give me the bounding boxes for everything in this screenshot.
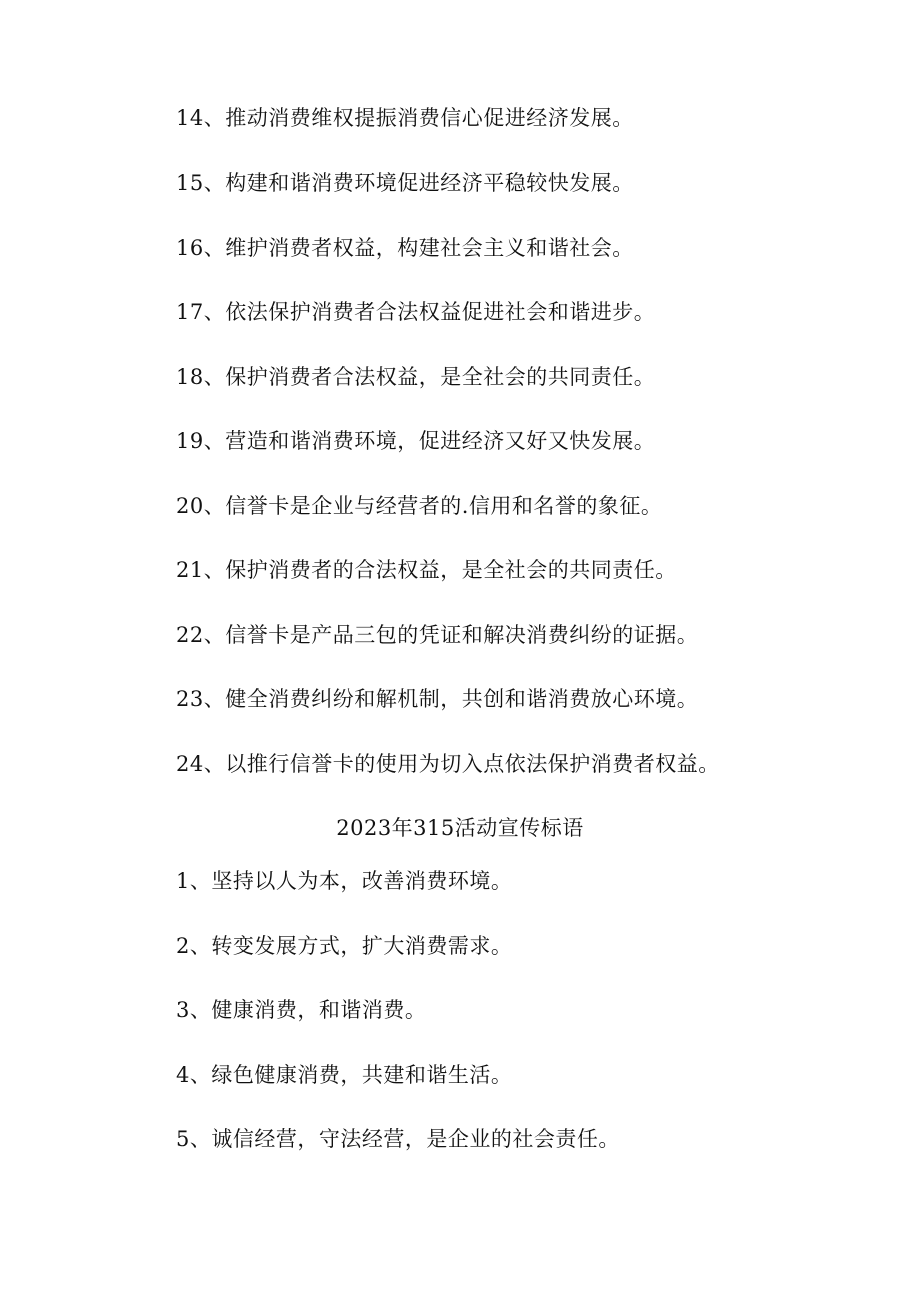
slogan-line: 23、健全消费纠纷和解机制，共创和谐消费放心环境。 — [176, 687, 699, 711]
slogan-line: 20、信誉卡是企业与经营者的.信用和名誉的象征。 — [176, 494, 663, 518]
slogan-line: 3、健康消费，和谐消费。 — [176, 998, 427, 1022]
slogan-line: 22、信誉卡是产品三包的凭证和解决消费纠纷的证据。 — [176, 623, 699, 647]
slogan-line: 2、转变发展方式，扩大消费需求。 — [176, 934, 513, 958]
slogan-line: 16、维护消费者权益，构建社会主义和谐社会。 — [176, 236, 634, 260]
slogan-line: 19、营造和谐消费环境，促进经济又好又快发展。 — [176, 429, 656, 453]
slogan-line: 4、绿色健康消费，共建和谐生活。 — [176, 1063, 513, 1087]
slogan-line: 24、以推行信誉卡的使用为切入点依法保护消费者权益。 — [176, 752, 720, 776]
slogan-line: 5、诚信经营，守法经营，是企业的社会责任。 — [176, 1127, 620, 1151]
slogan-line: 14、推动消费维权提振消费信心促进经济发展。 — [176, 106, 634, 130]
slogan-line: 15、构建和谐消费环境促进经济平稳较快发展。 — [176, 171, 634, 195]
section-heading: 2023年315活动宣传标语 — [336, 816, 584, 840]
slogan-line: 18、保护消费者合法权益，是全社会的共同责任。 — [176, 365, 656, 389]
slogan-line: 1、坚持以人为本，改善消费环境。 — [176, 869, 513, 893]
slogan-line: 17、依法保护消费者合法权益促进社会和谐进步。 — [176, 300, 656, 324]
slogan-line: 21、保护消费者的合法权益，是全社会的共同责任。 — [176, 558, 677, 582]
